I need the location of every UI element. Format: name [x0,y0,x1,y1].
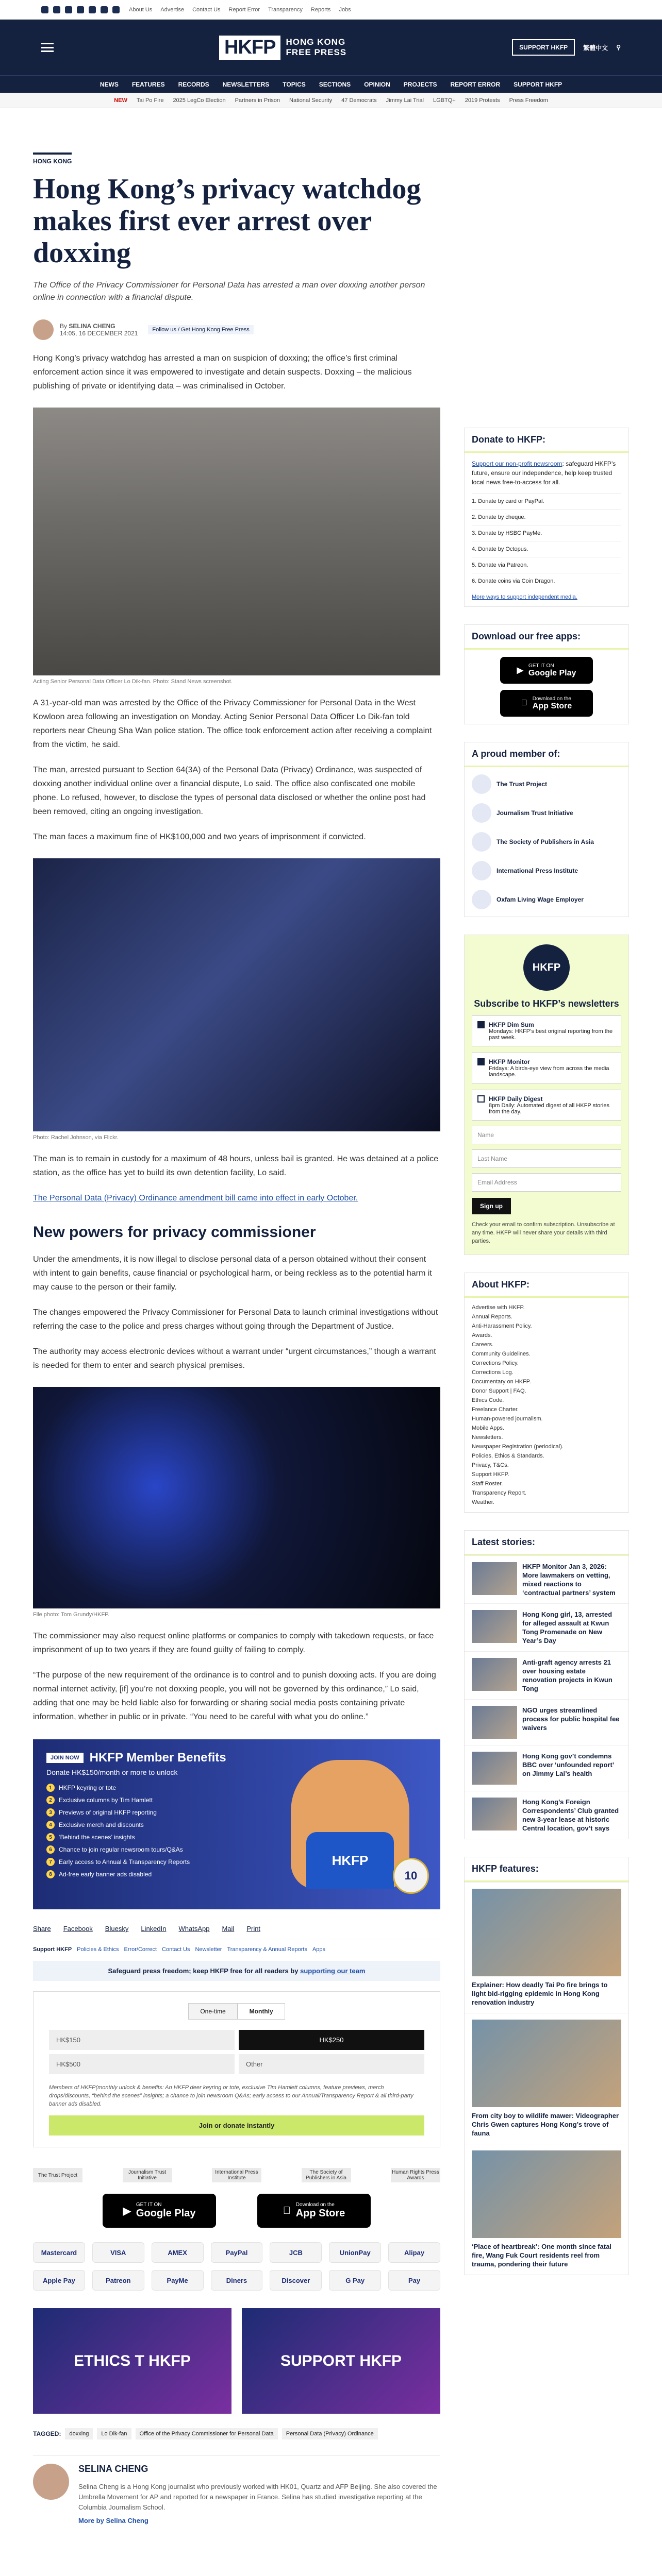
amount-option-other[interactable]: Other [239,2054,424,2074]
footer-link[interactable]: Transparency & Annual Reports [227,1946,307,1953]
share-whatsapp[interactable]: WhatsApp [178,1925,210,1933]
visa-icon: VISA [92,2242,144,2263]
nav-topics[interactable]: TOPICS [283,80,306,88]
pay-icon: Pay [388,2270,440,2291]
trending-tag[interactable]: Jimmy Lai Trial [386,97,424,104]
support-banner[interactable]: SUPPORT HKFP [242,2308,440,2414]
top-link[interactable]: About Us [129,6,153,13]
anniversary-badge: 10 [393,1858,429,1894]
newsletter-option[interactable]: HKFP Daily Digest 8pm Daily: Automated digest of all HKFP stories from the day. [472,1090,621,1121]
share-print[interactable]: Print [246,1925,261,1933]
nav-support[interactable]: SUPPORT HKFP [514,80,562,88]
avatar [33,319,54,340]
story-item[interactable]: Hong Kong girl, 13, arrested for alleged assault at Kwun Tong Promenade on New Year’s Day [465,1603,628,1651]
feature-item[interactable]: Explainer: How deadly Tai Po fire brings to light bid-rigging epidemic in Hong Kong renovation industry [465,1882,628,2013]
newsletter-option[interactable]: HKFP Dim Sum Mondays: HKFP’s best original reporting from the past week. [472,1015,621,1046]
paragraph: “The purpose of the new requirement of the ordinance is to control and to punish doxxing acts. If you are doing normal internet activity, [if] you’re not doxxing people, you will not be governed by this ordinance,” Lo said, adding that one may be held liable also for forwarding or sharing social media posts containing private information, whether in public or in private. “You need to be careful with what you do online.” [33,1671,436,1721]
footer-link[interactable]: Apps [312,1946,326,1953]
widget-title: HKFP features: [465,1857,628,1882]
feature-item[interactable]: From city boy to wildlife mawer: Videographer Chris Gwen captures Hong Kong’s trove of fauna [465,2013,628,2144]
email-field[interactable]: Email Address [472,1173,621,1192]
story-item[interactable]: Anti-graft agency arrests 21 over housing estate renovation projects in Kwun Tong [465,1651,628,1699]
about-link[interactable]: Annual Reports. [472,1314,512,1320]
mastercard-icon: Mastercard [33,2242,85,2263]
author-bio: Selina Cheng is a Hong Kong journalist who previously worked with HK01, Quartz and AFP Beijing. She also covered the Umbrella Movement for AP and reported for a newspaper in France. Selina has studied investigative reporting at the Columbia Journalism School. [78,2483,437,2511]
donate-widget [464,428,629,607]
sidebar-app-buttons [465,650,628,724]
nav-news[interactable]: NEWS [100,80,119,88]
nav-newsletters[interactable]: NEWSLETTERS [222,80,270,88]
about-link[interactable]: Support HKFP. [472,1471,509,1478]
features-widget [464,1857,629,2275]
author-name[interactable]: SELINA CHENG [78,2464,148,2474]
newsletter-option[interactable]: HKFP Monitor Fridays: A birds-eye view from across the media landscape. [472,1053,621,1083]
follow-button[interactable]: Follow us / Get Hong Kong Free Press [148,325,253,334]
member-logo[interactable]: Journalism Trust Initiative [472,803,621,823]
list-item: 7 Early access to Annual & Transparency Reports [46,1858,427,1866]
sidebar [464,428,629,2293]
app-store-links [33,2194,440,2228]
trending-tags [0,93,662,108]
widget-title: About HKFP: [465,1273,628,1298]
footer-link[interactable]: Policies & Ethics [77,1946,119,1953]
member-logo[interactable]: International Press Institute [472,861,621,880]
jti-logo[interactable]: Journalism Trust Initiative [123,2168,172,2182]
nav-sections[interactable]: SECTIONS [319,80,351,88]
list-item: 8 Ad-free early banner ads disabled [46,1870,427,1878]
article-link[interactable]: The Personal Data (Privacy) Ordinance amendment bill came into effect in early October. [33,1194,358,1202]
about-link[interactable]: Community Guidelines. [472,1351,531,1357]
newsletter-title: Subscribe to HKFP’s newsletters [474,998,619,1009]
youtube-icon[interactable] [89,6,96,13]
paragraph: The changes empowered the Privacy Commissioner for Personal Data to launch criminal investigations without referring the case to the police and press charges without going through the Department of Justice. [33,1308,438,1331]
site-header [0,20,662,75]
site-logo[interactable] [219,36,346,60]
tagged-label: TAGGED: [33,2430,61,2437]
member-widget [464,742,629,917]
google-play-button[interactable]: ▶ GET IT ON Google Play [103,2194,216,2228]
signup-button[interactable]: Sign up [472,1198,511,1214]
feature-image [472,1889,621,1976]
membership-logos [33,2168,440,2182]
tag[interactable]: Personal Data (Privacy) Ordinance [282,2428,378,2439]
more-ways-link[interactable]: More ways to support independent media. [472,594,577,600]
feature-image [472,2020,621,2107]
paragraph: Hong Kong’s privacy watchdog has arrested a man on suspicion of doxxing; the office’s first criminal enforcement action since it was empowered to investigate and detain suspects. Doxxing – the malicious publishing of private or identifying data – was criminalised in October. [33,354,412,391]
more-by-author-link[interactable]: More by Selina Cheng [78,2517,148,2524]
story-thumbnail [472,1562,517,1595]
nav-opinion[interactable]: OPINION [364,80,390,88]
support-button[interactable]: SUPPORT HKFP [512,39,575,56]
unionpay-icon: UnionPay [329,2242,381,2263]
paragraph: The man faces a maximum fine of HK$100,000 and two years of imprisonment if convicted. [33,833,366,841]
benefits-title: HKFP Member Benefits [89,1751,226,1765]
amount-option[interactable]: HK$150 [49,2030,235,2050]
donate-option[interactable]: 1. Donate by card or PayPal. [472,493,621,509]
patreon-icon: Patreon [92,2270,144,2291]
about-link[interactable]: Corrections Log. [472,1369,514,1376]
member-logos [465,767,628,917]
join-now-tag: JOIN NOW [46,1753,84,1763]
nav-features[interactable]: FEATURES [131,80,165,88]
rss-icon[interactable] [112,6,120,13]
trending-tag[interactable]: 2019 Protests [465,97,500,104]
trust-project-logo[interactable]: The Trust Project [33,2168,82,2182]
sopa-icon [472,832,491,852]
list-item: 1 HKFP keyring or tote [46,1784,427,1792]
about-link[interactable]: Ethics Code. [472,1397,504,1403]
about-link[interactable]: Staff Roster. [472,1481,503,1487]
nav-projects[interactable]: PROJECTS [403,80,437,88]
byline: By SELINA CHENG 14:05, 16 DECEMBER 2021 Follow us / Get Hong Kong Free Press [33,319,440,340]
story-thumbnail [472,1658,517,1691]
trust-project-icon [472,774,491,794]
diners-icon: Diners [211,2270,263,2291]
story-thumbnail [472,1798,517,1831]
about-link[interactable]: Donor Support | FAQ. [472,1388,526,1394]
member-benefits-banner[interactable] [33,1739,440,1909]
story-thumbnail [472,1752,517,1785]
threads-icon[interactable] [77,6,84,13]
apple-icon [283,2205,291,2217]
promo-banners [33,2308,440,2414]
app-store-button[interactable]: Download on the App Store [500,690,593,717]
about-link[interactable]: Human-powered journalism. [472,1416,543,1422]
monthly-tab[interactable]: Monthly [238,2003,285,2020]
mascot-shirt: HKFP [306,1832,394,1889]
donate-option[interactable]: 5. Donate via Patreon. [472,557,621,573]
about-link[interactable]: Mobile Apps. [472,1425,504,1431]
tag[interactable]: Office of the Privacy Commissioner for Personal Data [136,2428,278,2439]
about-link[interactable]: Privacy, T&Cs. [472,1462,509,1468]
top-links [129,7,351,13]
google-pay-icon: G Pay [329,2270,381,2291]
footer-link[interactable]: Contact Us [162,1946,190,1953]
story-thumbnail [472,1610,517,1643]
paragraph: Under the amendments, it is now illegal to disclose personal data of a person obtained without their consent with intent to gain benefits, cause financial or psychological harm, or being reckless as to the potential harm it may cause to the person or their family. [33,1255,432,1292]
paragraph: A 31-year-old man was arrested by the Office of the Privacy Commissioner for Personal Data in the West Kowloon area following an investigation on Monday. Acting Senior Personal Data Officer Lo Dik-fan told reporters near Cheung Sha Wan police station. The office took enforcement action after receiving a complaint from the victim, he said. [33,699,432,749]
ipi-logo[interactable]: International Press Institute [212,2168,261,2182]
apps-widget [464,624,629,724]
share-facebook[interactable]: Facebook [63,1925,93,1933]
top-link[interactable]: Reports [310,6,331,13]
sopa-logo[interactable]: The Society of Publishers in Asia [302,2168,351,2182]
story-item[interactable]: Hong Kong gov’t condemns BBC over ‘unfounded report’ on Jimmy Lai’s health [465,1745,628,1791]
about-link[interactable]: Newspaper Registration (periodical). [472,1444,564,1450]
share-mail[interactable]: Mail [222,1925,235,1933]
widget-title: Donate to HKFP: [465,428,628,453]
donate-options [465,493,628,594]
donate-option[interactable]: 4. Donate by Octopus. [472,541,621,557]
donation-note: Members of HKFP(monthly unlock & benefits: An HKFP deer keyring or tote, exclusive Tim Hamlett columns, feature previews, merch drops/discounts, “behind the scenes” insights; a chance to join newsroom Q&As; early access to our Annual/Transparency Report & all third-party banner ads disabled. [49,2084,413,2107]
share-linkedin[interactable]: LinkedIn [141,1925,167,1933]
trending-tag[interactable]: Press Freedom [509,97,548,104]
donate-intro: Support our non-profit newsroom: safeguard HKFP’s future, ensure our independence, help keep trusted local news free-to-access for all. [472,460,616,486]
author-link[interactable]: SELINA CHENG [69,323,115,330]
x-icon[interactable] [53,6,60,13]
newsletter-note: Check your email to confirm subscription. Unsubscribe at any time. HKFP will never share your details with third parties. [472,1222,615,1244]
article-category[interactable]: HONG KONG [33,152,72,165]
trending-tag[interactable]: Partners in Prison [235,97,280,104]
checkbox[interactable] [477,1095,485,1103]
tag[interactable]: Lo Dik-fan [97,2428,131,2439]
about-link[interactable]: Awards. [472,1332,492,1338]
list-item: 5 ‘Behind the scenes’ insights [46,1833,427,1841]
publish-date: 14:05, 16 DECEMBER 2021 [60,330,138,337]
amount-option[interactable]: HK$500 [49,2054,235,2074]
jti-icon [472,803,491,823]
widget-title: Download our free apps: [465,625,628,650]
footer-link[interactable]: Newsletter [195,1946,222,1953]
apple-pay-icon: Apple Pay [33,2270,85,2291]
story-item[interactable]: HKFP Monitor Jan 3, 2026: More lawmakers on vetting, mixed reactions to ‘contractual partners’ system [465,1555,628,1603]
checkbox[interactable] [477,1021,485,1028]
donate-option[interactable]: 6. Donate coins via Coin Dragon. [472,573,621,589]
share-bluesky[interactable]: Bluesky [105,1925,129,1933]
new-label: NEW [114,97,127,104]
paragraph: The authority may access electronic devices without a warrant under “urgent circumstances,” though a warrant is needed for them to enter and search physical premises. [33,1347,436,1370]
language-link[interactable]: 繁體中文 [583,44,608,52]
jcb-icon: JCB [270,2242,322,2263]
list-item: 2 Exclusive columns by Tim Hamlett [46,1796,427,1804]
author-box [33,2455,440,2524]
hrpa-logo[interactable]: Human Rights Press Awards [391,2168,440,2182]
search-icon[interactable]: ⚲ [616,44,621,51]
one-time-tab[interactable]: One-time [188,2003,237,2020]
article-title: Hong Kong’s privacy watchdog makes first ever arrest over doxxing [33,173,421,269]
oxfam-icon [472,890,491,909]
tag[interactable]: doxxing [65,2428,93,2439]
member-logo[interactable]: Oxfam Living Wage Employer [472,890,621,909]
frequency-toggle [49,2003,424,2020]
about-link[interactable]: Weather. [472,1499,494,1505]
nav-records[interactable]: RECORDS [178,80,209,88]
amex-icon: AMEX [152,2242,204,2263]
main-nav [0,75,662,93]
photo-caption: File photo: Tom Grundy/HKFP. [33,1612,110,1618]
facebook-icon[interactable] [41,6,48,13]
google-play-icon: ▶ [517,666,523,675]
social-icons [41,6,120,13]
donation-widget [33,1991,440,2147]
list-item: 6 Chance to join regular newsroom tours/Q&As [46,1845,427,1854]
menu-icon[interactable] [41,43,54,52]
alipay-icon: Alipay [388,2242,440,2263]
apple-icon [521,699,527,708]
press-freedom-banner: Safeguard press freedom; keep HKFP free for all readers by supporting our team [33,1961,440,1981]
google-play-icon: ▶ [123,2205,131,2217]
about-widget [464,1273,629,1513]
share-bar [33,1925,440,1940]
story-thumbnail [472,1706,517,1739]
ethics-banner[interactable]: ETHICS T HKFP [33,2308,231,2414]
paragraph: The man, arrested pursuant to Section 64(3A) of the Personal Data (Privacy) Ordinance, was suspected of doxxing another individual online over a financial dispute, Lo said. The office also confiscated one mobile phone. Lo refused, however, to disclose the types of personal data disclosed or whether the online post had been removed, citing an ongoing investigation. [33,766,426,816]
header-actions [512,39,621,56]
about-link[interactable]: Documentary on HKFP. [472,1379,531,1385]
article-photo [33,408,440,675]
ipi-icon [472,861,491,880]
benefits-subtitle: Donate HK$150/month or more to unlock [46,1768,178,1776]
standfirst: The Office of the Privacy Commissioner for Personal Data has arrested a man over doxxing another person online in connection with a financial dispute. [33,281,425,302]
list-item: 4 Exclusive merch and discounts [46,1821,427,1829]
about-link[interactable]: Newsletters. [472,1434,503,1440]
list-item: 3 Previews of original HKFP reporting [46,1808,427,1817]
widget-title: Latest stories: [465,1531,628,1555]
feature-image [472,2150,621,2238]
paragraph: The man is to remain in custody for a maximum of 48 hours, unless bail is granted. He was detained at a police station, as the office has yet to build its own detention facility, Lo said. [33,1155,439,1177]
about-link[interactable]: Careers. [472,1342,494,1348]
top-link[interactable]: Jobs [339,6,351,13]
footer-link[interactable]: Error/Correct [124,1946,157,1953]
top-bar [0,0,662,20]
trending-tag[interactable]: 2025 LegCo Election [173,97,226,104]
top-link[interactable]: Report Error [228,6,260,13]
support-link[interactable]: Support HKFP [33,1946,72,1953]
trending-tag[interactable]: Tai Po Fire [136,97,164,104]
paragraph: The commissioner may also request online platforms or companies to comply with takedown requests, or face imprisonment of up to two years if they are found guilty of failing to comply. [33,1632,434,1654]
share-label[interactable]: Share [33,1925,51,1933]
newsletter-logo: HKFP [523,944,570,991]
top-link[interactable]: Transparency [268,6,303,13]
deer-mascot-illustration [291,1760,409,1889]
join-donate-button[interactable]: Join or donate instantly [49,2115,424,2136]
widget-title: A proud member of: [465,742,628,767]
logo-mark: HKFP [219,36,280,60]
tag-list [33,2428,440,2439]
about-link[interactable]: Transparency Report. [472,1490,526,1496]
checkbox[interactable] [477,1058,485,1065]
nav-report-error[interactable]: REPORT ERROR [450,80,501,88]
first-name-field[interactable]: Name [472,1126,621,1144]
last-name-field[interactable]: Last Name [472,1149,621,1168]
instagram-icon[interactable] [65,6,72,13]
trending-tag[interactable]: LGBTQ+ [433,97,456,104]
article-footer-links [33,1946,440,1953]
payment-methods [33,2242,440,2291]
latest-stories-widget [464,1530,629,1839]
about-link[interactable]: Anti-Harassment Policy. [472,1323,532,1329]
about-link[interactable]: Advertise with HKFP. [472,1304,525,1311]
trending-tag[interactable]: 47 Democrats [341,97,377,104]
amount-options [49,2030,424,2074]
author-avatar [33,2464,69,2500]
member-logo[interactable]: The Trust Project [472,774,621,794]
newsletter-widget [464,935,629,1255]
logo-text: HONG KONG FREE PRESS [286,37,347,57]
feature-item[interactable]: ‘Place of heartbreak’: One month since fatal fire, Wang Fuk Court residents reel from trauma, pondering their future [465,2144,628,2275]
article-photo [33,1387,440,1608]
about-list [465,1298,628,1512]
google-play-button[interactable]: ▶ GET IT ON Google Play [500,657,593,684]
photo-caption: Photo: Rachel Johnson, via Flickr. [33,1134,119,1141]
donate-option[interactable]: 2. Donate by cheque. [472,509,621,525]
payme-icon: PayMe [152,2270,204,2291]
app-store-button[interactable]: Download on the App Store [257,2194,371,2228]
photo-caption: Acting Senior Personal Data Officer Lo Dik-fan. Photo: Stand News screenshot. [33,679,233,685]
linkedin-icon[interactable] [101,6,108,13]
about-link[interactable]: Policies, Ethics & Standards. [472,1453,544,1459]
amount-option-selected[interactable]: HK$250 [239,2030,424,2050]
member-logo[interactable]: The Society of Publishers in Asia [472,832,621,852]
support-team-link[interactable]: supporting our team [300,1967,366,1975]
about-link[interactable]: Corrections Policy. [472,1360,519,1366]
story-item[interactable]: NGO urges streamlined process for public hospital fee waivers [465,1699,628,1745]
top-link[interactable]: Advertise [160,6,185,13]
trending-tag[interactable]: National Security [289,97,333,104]
article-photo [33,858,440,1131]
support-newsroom-link[interactable]: Support our non-profit newsroom [472,460,562,467]
top-link[interactable]: Contact Us [192,6,221,13]
article [33,152,440,2524]
section-heading: New powers for privacy commissioner [33,1224,316,1241]
paypal-icon: PayPal [211,2242,263,2263]
story-item[interactable]: Hong Kong’s Foreign Correspondents’ Club granted new 3-year lease at historic Central location, gov’t says [465,1791,628,1839]
donate-option[interactable]: 3. Donate by HSBC PayMe. [472,525,621,541]
about-link[interactable]: Freelance Charter. [472,1406,519,1413]
discover-icon: Discover [270,2270,322,2291]
